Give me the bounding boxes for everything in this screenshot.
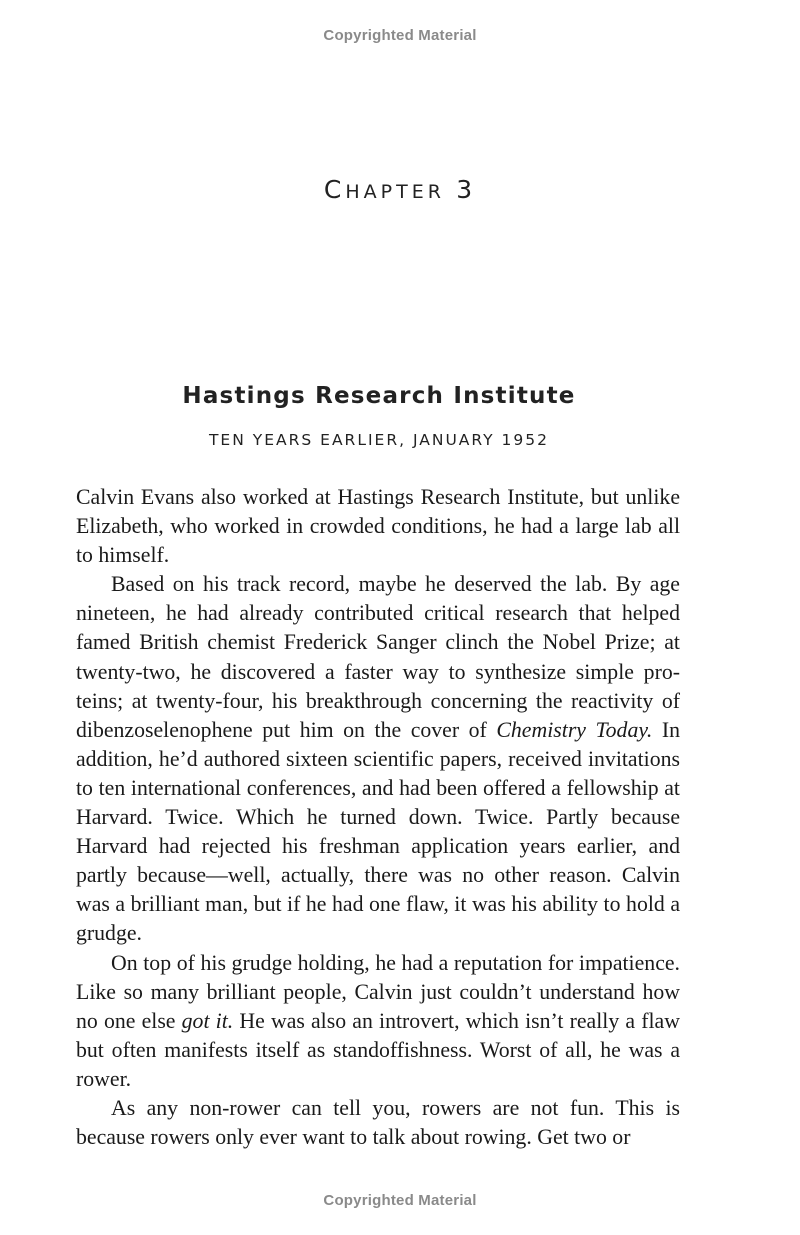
chapter-word-rest: HAPTER <box>345 181 445 204</box>
copyright-watermark-top: Copyrighted Material <box>323 27 477 44</box>
dateline: TEN YEARS EARLIER, JANUARY 1952 <box>208 431 550 449</box>
paragraph-1: Calvin Evans also worked at Hastings Research Institute, but unlike Elizabeth, who worked in crowded conditions, he had a large lab all to himself. <box>76 485 680 568</box>
paragraph-3 <box>76 949 680 1094</box>
paragraph-2-text-a: Based on his track record, maybe he deserved the lab. By age nineteen, he had already contributed critical research that helped famed British chemist Frederick Sanger clinch the Nobel Prize; at twenty-two, he discovered a faster way to synthesize simple proteins; at twenty-four, his breakthrough concerning the reactivity of dibenzoselenophene put him on the cover of <box>76 572 680 742</box>
section-title: Hastings Research Institute <box>182 383 576 410</box>
paragraph-3-emphasis: got it. <box>181 1008 234 1033</box>
paragraph-4: As any non-rower can tell you, rowers are not fun. This is because rowers only ever want to talk about rowing. Get two or <box>76 1095 680 1150</box>
chapter-heading <box>0 175 800 204</box>
paragraph-3-text-b: He was also an introvert, which isn’t really a flaw but often manifests itself as standoffishness. Worst of all, he was a rower. <box>76 1008 680 1091</box>
paragraph-2 <box>76 570 680 948</box>
copyright-watermark-bottom: Copyrighted Material <box>323 1192 477 1209</box>
chapter-number: 3 <box>456 175 477 205</box>
paragraph-2-emphasis: Chemistry Today. <box>496 717 653 742</box>
paragraph-3-text-a: On top of his grudge holding, he had a reputation for impatience. Like so many brilliant people, Calvin just couldn’t understand how no one else <box>76 950 680 1033</box>
body-text <box>76 483 680 1152</box>
chapter-word-initial: C <box>323 175 346 205</box>
paragraph-2-text-b: In addition, he’d authored sixteen scientific papers, received invitations to ten international conferences, and had been offered a fellowship at Harvard. Twice. Which he turned down. Twice. Partly because Harvard had rejected his freshman application years earlier, and partly because—well, actually, there was no other reason. Calvin was a brilliant man, but if he had one flaw, it was his ability to hold a grudge. <box>76 717 680 946</box>
